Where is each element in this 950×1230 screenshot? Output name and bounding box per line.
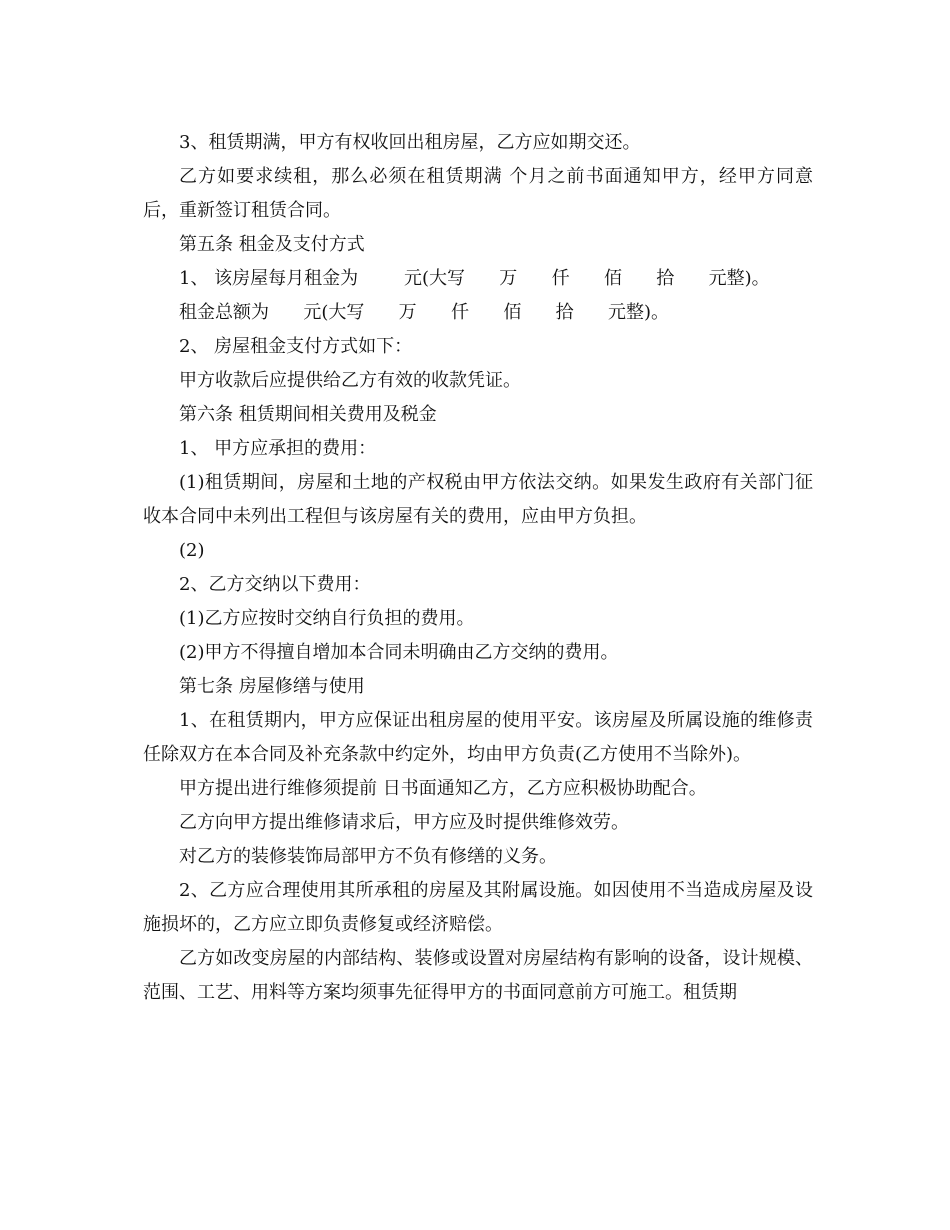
section-heading-7: 第七条 房屋修缮与使用 [179,676,365,697]
paragraph-11: (2) [179,540,205,561]
paragraph-18: 乙方向甲方提出维修请求后，甲方应及时提供维修效劳。 [179,812,629,833]
section-heading-5: 第五条 租金及支付方式 [179,234,365,255]
paragraph-14: (2)甲方不得擅自增加本合同未明确由乙方交纳的费用。 [179,642,619,663]
paragraph-7: 甲方收款后应提供给乙方有效的收款凭证。 [179,370,521,391]
paragraph-16: 1、在租赁期内，甲方应保证出租房屋的使用平安。该房屋及所属设施的维修责任除双方在本合同及补充条款中约定外，均由甲方负责(乙方使用不当除外)。 [143,710,813,765]
paragraph-2: 乙方如要求续租，那么必须在租赁期满 个月之前书面通知甲方，经甲方同意后，重新签订租赁合同。 [143,166,813,221]
paragraph-17: 甲方提出进行维修须提前 日书面通知乙方，乙方应积极协助配合。 [179,778,707,799]
paragraph-19: 对乙方的装修装饰局部甲方不负有修缮的义务。 [179,846,557,867]
paragraph-13: (1)乙方应按时交纳自行负担的费用。 [179,608,475,629]
paragraph-10: (1)租赁期间，房屋和土地的产权税由甲方依法交纳。如果发生政府有关部门征收本合同中未列出工程但与该房屋有关的费用，应由甲方负担。 [143,472,813,527]
document-body [143,126,813,1010]
paragraph-5: 租金总额为 元(大写 万 仟 佰 拾 元整)。 [179,302,670,323]
section-heading-6: 第六条 租赁期间相关费用及税金 [179,404,437,425]
paragraph-20: 2、乙方应合理使用其所承租的房屋及其附属设施。如因使用不当造成房屋及设施损坏的，乙方应立即负责修复或经济赔偿。 [143,880,813,935]
paragraph-21: 乙方如改变房屋的内部结构、装修或设置对房屋结构有影响的设备，设计规模、范围、工艺、用料等方案均须事先征得甲方的书面同意前方可施工。租赁期 [143,948,813,1003]
paragraph-9: 1、 甲方应承担的费用： [179,438,377,459]
paragraph-1: 3、租赁期满，甲方有权收回出租房屋，乙方应如期交还。 [179,132,641,153]
paragraph-4: 1、 该房屋每月租金为 元(大写 万 仟 佰 拾 元整)。 [179,268,770,289]
paragraph-6: 2、 房屋租金支付方式如下： [179,336,413,357]
paragraph-12: 2、乙方交纳以下费用： [179,574,371,595]
